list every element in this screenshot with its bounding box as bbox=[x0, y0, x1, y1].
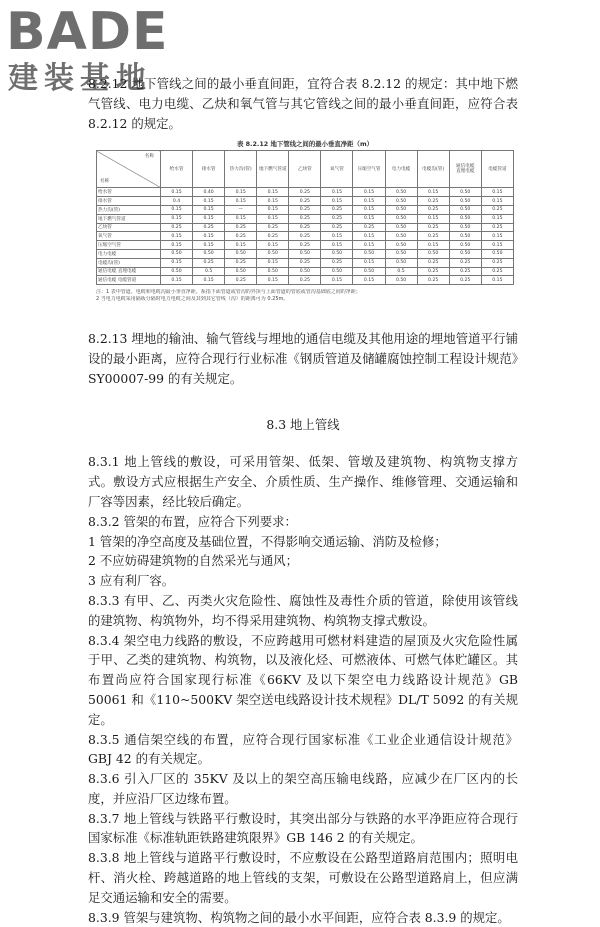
table-row bbox=[97, 214, 514, 223]
table-cell: 0.50 bbox=[161, 249, 193, 258]
table-cell: 0.15 bbox=[321, 232, 353, 241]
column-header: 氧气管 bbox=[321, 151, 353, 188]
table-caption: 表 8.2.12 地下管线之间的最小垂直净距（m） bbox=[237, 140, 373, 149]
table-cell: 0.15 bbox=[225, 241, 257, 250]
table-cell: 0.50 bbox=[289, 249, 321, 258]
table-cell: 0.25 bbox=[481, 223, 513, 232]
table-cell: 0.25 bbox=[449, 267, 481, 276]
column-header: 电缆管道 bbox=[481, 151, 513, 188]
table-row bbox=[97, 276, 514, 285]
table-cell: 0.15 bbox=[193, 241, 225, 250]
table-cell: 0.50 bbox=[385, 232, 417, 241]
table-cell: 0.15 bbox=[481, 188, 513, 197]
table-row bbox=[97, 249, 514, 258]
table-cell: 0.25 bbox=[481, 267, 513, 276]
table-corner-cell: 名称 名称 bbox=[97, 151, 161, 188]
row-header: 压缩空气管 bbox=[97, 241, 161, 250]
table-cell: 0.50 bbox=[449, 232, 481, 241]
table-cell: 0.15 bbox=[161, 214, 193, 223]
row-header: 热力沟(管) bbox=[97, 205, 161, 214]
table-cell: 0.25 bbox=[417, 267, 449, 276]
paragraph-8-2-12: 8.2.12 地下管线之间的最小垂直间距，宜符合表 8.2.12 的规定：其中地下燃气管线、电力电缆、乙炔和氧气管与其它管线之间的最小垂直间距，应符合表 8.2.12 的规定。 bbox=[88, 76, 518, 131]
column-header: 乙炔管 bbox=[289, 151, 321, 188]
table-cell: 0.25 bbox=[321, 205, 353, 214]
table-cell: 0.15 bbox=[353, 276, 385, 285]
column-header: 压缩空气管 bbox=[353, 151, 385, 188]
section-paragraph: 8.3.8 地上管线与道路平行敷设时，不应敷设在公路型道路肩范围内；照明电杆、消火栓、跨越道路的地上管线的支架，可敷设在公路型道路肩上，但应满足交通运输和安全的需要。 bbox=[88, 850, 518, 905]
table-cell: 0.15 bbox=[353, 232, 385, 241]
table-cell: 0.15 bbox=[417, 188, 449, 197]
table-cell: 0.15 bbox=[161, 241, 193, 250]
table-row bbox=[97, 197, 514, 206]
table-cell: 0.25 bbox=[289, 205, 321, 214]
table-cell: 0.15 bbox=[161, 258, 193, 267]
table-cell: 0.25 bbox=[321, 223, 353, 232]
document-page bbox=[88, 74, 518, 927]
table-cell: 0.50 bbox=[225, 267, 257, 276]
table-cell: 0.15 bbox=[225, 214, 257, 223]
table-cell: 0.50 bbox=[481, 249, 513, 258]
table-cell: 0.15 bbox=[193, 205, 225, 214]
table-cell: 0.15 bbox=[193, 232, 225, 241]
table-cell: 0.25 bbox=[321, 214, 353, 223]
table-cell: 0.50 bbox=[385, 249, 417, 258]
table-cell: 0.50 bbox=[385, 197, 417, 206]
table-note: 2 当电力电缆采用隔板分隔时电力电缆之间及其到其它管线（沟）的距离可为 0.25m。 bbox=[96, 296, 289, 303]
table-cell: 0.15 bbox=[257, 188, 289, 197]
table-cell: 0.50 bbox=[353, 249, 385, 258]
table-cell: 0.25 bbox=[289, 232, 321, 241]
table-cell: 0.15 bbox=[417, 241, 449, 250]
table-cell: 0.15 bbox=[353, 205, 385, 214]
table-cell: 0.15 bbox=[193, 276, 225, 285]
table-cell: 0.50 bbox=[449, 197, 481, 206]
table-cell: 0.25 bbox=[481, 205, 513, 214]
table-cell: 0.50 bbox=[385, 205, 417, 214]
table-cell: 0.15 bbox=[353, 188, 385, 197]
table-cell: 0.25 bbox=[289, 223, 321, 232]
table-cell: 0.25 bbox=[289, 197, 321, 206]
table-note: 注：1 表中管道、电缆和电缆沟最小垂直净距，系指下面管道或管沟的外顶与上面管道的管底或管沟基础底之间的净距； bbox=[96, 289, 361, 296]
table-cell: 0.25 bbox=[417, 232, 449, 241]
logo-word: BADE bbox=[6, 2, 169, 62]
table-cell: 0.50 bbox=[449, 223, 481, 232]
table-row bbox=[97, 188, 514, 197]
row-header: 排水管 bbox=[97, 197, 161, 206]
row-header: 通信电缆 直埋电缆 bbox=[97, 267, 161, 276]
table-row bbox=[97, 205, 514, 214]
table-cell: 0.15 bbox=[257, 197, 289, 206]
column-header: 通信电缆 直埋电缆 bbox=[449, 151, 481, 188]
paragraph-8-2-13: 8.2.13 埋地的输油、输气管线与埋地的通信电缆及其他用途的埋地管道平行铺设的最小距离，应符合现行行业标准《钢质管道及储罐腐蚀控制工程设计规范》SY00007-99 的有关规定。 bbox=[88, 331, 518, 386]
table-cell: 0.4 bbox=[161, 197, 193, 206]
section-paragraph: 8.3.3 有甲、乙、丙类火灾危险性、腐蚀性及毒性介质的管道，除使用该管线的建筑物、构筑物外，均不得采用建筑物、构筑物支撑式敷设。 bbox=[88, 592, 518, 628]
table-notes bbox=[96, 289, 514, 303]
column-header: 地下燃气管道 bbox=[257, 151, 289, 188]
table-cell: 0.25 bbox=[225, 232, 257, 241]
row-header: 氧气管 bbox=[97, 232, 161, 241]
table-cell: 0.15 bbox=[481, 197, 513, 206]
table-8-2-12 bbox=[96, 139, 514, 303]
table-cell: 0.25 bbox=[289, 188, 321, 197]
section-paragraph: 8.3.2 管架的布置，应符合下列要求： bbox=[88, 513, 297, 529]
section-8-3-body bbox=[88, 452, 518, 927]
table-cell: 0.25 bbox=[481, 258, 513, 267]
table-cell: 0.50 bbox=[449, 241, 481, 250]
table-cell: 0.15 bbox=[321, 188, 353, 197]
section-paragraph: 8.3.9 管架与建筑物、构筑物之间的最小水平间距，应符合表 8.3.9 的规定。 bbox=[88, 909, 510, 925]
section-paragraph: 8.3.4 架空电力线路的敷设，不应跨越用可燃材料建造的屋顶及火灾危险性属于甲、乙类的建筑物、构筑物，以及液化烃、可燃液体、可燃气体贮罐区。其布置尚应符合国家现行标准《66KV 及以下架空电力线路设计规范》GB 50061 和《110~500KV 架空送电线路设计技术规程》DL/T 5092 的有关规定。 bbox=[88, 632, 518, 727]
table-cell: 0.50 bbox=[417, 249, 449, 258]
table-cell: 0.25 bbox=[417, 197, 449, 206]
table-cell: 0.50 bbox=[449, 205, 481, 214]
pipe-distance-table bbox=[96, 150, 514, 285]
logo-subtitle: 建装基地 bbox=[8, 61, 152, 96]
table-cell: 0.50 bbox=[449, 214, 481, 223]
table-cell: 0.15 bbox=[225, 197, 257, 206]
table-cell: 0.15 bbox=[353, 258, 385, 267]
table-cell: 0.50 bbox=[321, 249, 353, 258]
table-cell: 0.50 bbox=[321, 267, 353, 276]
table-cell: 0.50 bbox=[385, 241, 417, 250]
table-cell: 0.25 bbox=[161, 223, 193, 232]
table-cell: 0.15 bbox=[161, 188, 193, 197]
table-cell: 0.25 bbox=[289, 241, 321, 250]
column-header: 电缆沟(管) bbox=[417, 151, 449, 188]
table-cell: 0.50 bbox=[385, 276, 417, 285]
table-cell: 0.50 bbox=[161, 267, 193, 276]
table-cell: 0.50 bbox=[257, 249, 289, 258]
table-cell: 0.15 bbox=[161, 232, 193, 241]
table-cell: 0.50 bbox=[257, 267, 289, 276]
table-cell: 0.25 bbox=[449, 276, 481, 285]
column-header: 排水管 bbox=[193, 151, 225, 188]
table-cell: 0.40 bbox=[193, 188, 225, 197]
table-row bbox=[97, 267, 514, 276]
table-cell: 0.25 bbox=[193, 258, 225, 267]
section-title: 8.3 地上管线 bbox=[266, 416, 340, 432]
section-paragraph: 1 管架的净空高度及基础位置，不得影响交通运输、消防及检修； bbox=[88, 533, 447, 549]
table-cell: 0.50 bbox=[449, 249, 481, 258]
table-cell: 0.15 bbox=[161, 276, 193, 285]
table-header-row bbox=[97, 151, 514, 188]
table-cell: 0.50 bbox=[193, 249, 225, 258]
table-cell: 0.5 bbox=[385, 267, 417, 276]
table-cell: 0.15 bbox=[321, 241, 353, 250]
table-cell: 0.25 bbox=[417, 276, 449, 285]
table-cell: 0.50 bbox=[353, 267, 385, 276]
table-cell: 0.25 bbox=[417, 205, 449, 214]
row-header: 通信电缆 电缆管道 bbox=[97, 276, 161, 285]
table-cell: 0.15 bbox=[257, 214, 289, 223]
table-cell: 0.15 bbox=[481, 241, 513, 250]
table-row bbox=[97, 258, 514, 267]
table-cell: 0.50 bbox=[385, 258, 417, 267]
table-cell: 0.15 bbox=[257, 276, 289, 285]
table-cell: 0.25 bbox=[257, 232, 289, 241]
section-paragraph: 8.3.6 引入厂区的 35KV 及以上的架空高压输电线路，应减少在厂区内的长度，并应沿厂区边缘布置。 bbox=[88, 771, 518, 806]
table-cell: 0.15 bbox=[353, 214, 385, 223]
table-cell: 0.15 bbox=[257, 241, 289, 250]
row-header: 电缆沟(管) bbox=[97, 258, 161, 267]
table-row bbox=[97, 241, 514, 250]
table-cell: 0.15 bbox=[161, 205, 193, 214]
table-cell: 0.15 bbox=[193, 214, 225, 223]
table-cell: 0.15 bbox=[225, 188, 257, 197]
table-cell: 0.15 bbox=[481, 276, 513, 285]
table-cell: 0.50 bbox=[385, 188, 417, 197]
table-cell: 0.15 bbox=[257, 258, 289, 267]
table-cell: 0.50 bbox=[289, 267, 321, 276]
table-cell: 0.15 bbox=[353, 241, 385, 250]
table-cell: 0.25 bbox=[225, 223, 257, 232]
section-paragraph: 8.3.5 通信架空线的布置，应符合现行国家标准《工业企业通信设计规范》GBJ 42 的有关规定。 bbox=[88, 731, 518, 767]
table-cell: 0.50 bbox=[385, 223, 417, 232]
table-cell: 0.25 bbox=[289, 276, 321, 285]
table-cell: 0.15 bbox=[481, 232, 513, 241]
table-cell: 0.15 bbox=[193, 197, 225, 206]
table-cell: 0.15 bbox=[417, 214, 449, 223]
table-cell: 0.25 bbox=[321, 258, 353, 267]
table-cell: 0.25 bbox=[289, 258, 321, 267]
table-cell: 0.25 bbox=[417, 223, 449, 232]
table-cell: 0.5 bbox=[193, 267, 225, 276]
section-paragraph: 3 应有利厂容。 bbox=[88, 573, 175, 589]
column-header: 热力沟(管) bbox=[225, 151, 257, 188]
row-header: 电力电缆 bbox=[97, 249, 161, 258]
table-cell: 0.25 bbox=[449, 258, 481, 267]
row-header: 给水管 bbox=[97, 188, 161, 197]
column-header: 给水管 bbox=[161, 151, 193, 188]
table-cell: 0.15 bbox=[481, 214, 513, 223]
table-cell: — bbox=[225, 205, 257, 214]
table-cell: 0.25 bbox=[225, 276, 257, 285]
table-cell: 0.15 bbox=[353, 197, 385, 206]
table-cell: 0.25 bbox=[193, 223, 225, 232]
table-cell: 0.25 bbox=[225, 258, 257, 267]
row-header: 地下燃气管道 bbox=[97, 214, 161, 223]
table-cell: 0.50 bbox=[225, 249, 257, 258]
section-paragraph: 2 不应妨碍建筑物的自然采光与通风； bbox=[88, 553, 299, 569]
table-cell: 0.25 bbox=[257, 223, 289, 232]
table-cell: 0.50 bbox=[385, 214, 417, 223]
column-header: 电力电缆 bbox=[385, 151, 417, 188]
table-cell: 0.50 bbox=[449, 188, 481, 197]
table-cell: 0.25 bbox=[289, 214, 321, 223]
table-cell: 0.25 bbox=[353, 223, 385, 232]
group-header: 通信电缆 bbox=[456, 163, 475, 169]
section-paragraph: 8.3.7 地上管线与铁路平行敷设时，其突出部分与铁路的水平净距应符合现行国家标准《标准轨距铁路建筑限界》GB 146 2 的有关规定。 bbox=[88, 810, 518, 846]
row-header: 乙炔管 bbox=[97, 223, 161, 232]
table-row bbox=[97, 232, 514, 241]
table-cell: 0.15 bbox=[257, 205, 289, 214]
table-cell: 0.25 bbox=[417, 258, 449, 267]
table-row bbox=[97, 223, 514, 232]
table-cell: 0.15 bbox=[321, 197, 353, 206]
section-paragraph: 8.3.1 地上管线的敷设，可采用管架、低架、管墩及建筑物、构筑物支撑方式。敷设方式应根据生产安全、介质性质、生产操作、维修管理、交通运输和厂容等因素，经比较后确定。 bbox=[88, 454, 518, 509]
table-cell: 0.15 bbox=[321, 276, 353, 285]
